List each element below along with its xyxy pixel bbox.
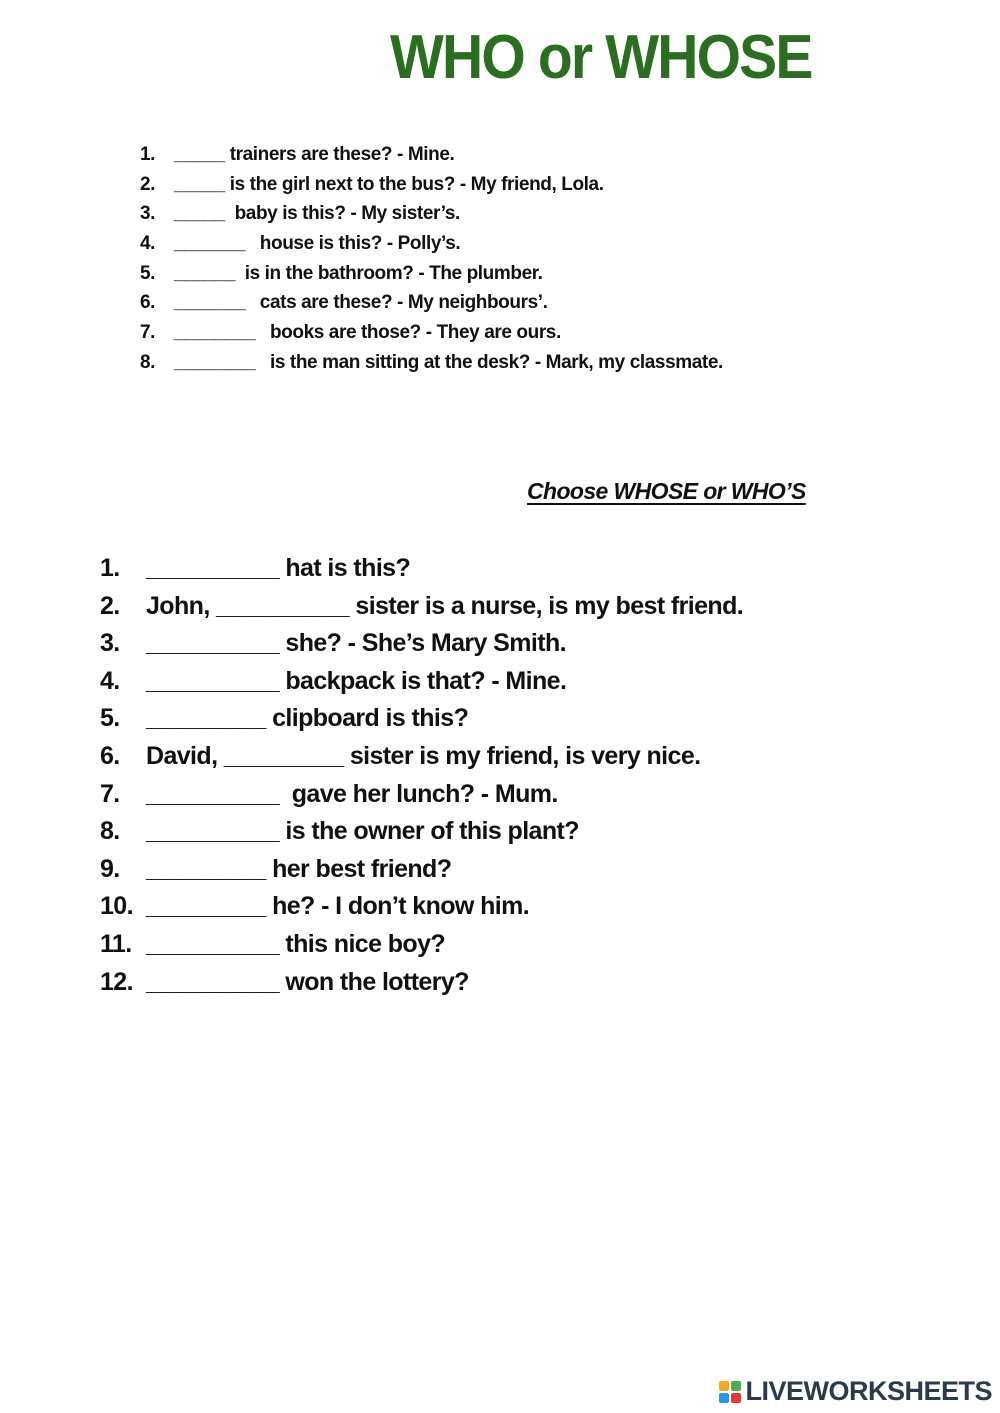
exercise2-item (100, 663, 743, 701)
exercise1-item (140, 170, 723, 200)
item-text: __________ this nice boy? (146, 929, 446, 958)
logo-square (719, 1393, 729, 1403)
item-number: 6. (140, 292, 156, 314)
item-text: __________ backpack is that? - Mine. (146, 666, 567, 695)
exercise2-item (100, 813, 743, 851)
item-number: 3. (140, 203, 156, 225)
item-number: 7. (100, 779, 120, 808)
item-text: _________ he? - I don’t know him. (146, 892, 530, 921)
item-number: 11. (100, 929, 132, 958)
item-number: 5. (100, 704, 120, 733)
exercise2-item (100, 888, 743, 926)
item-number: 7. (140, 322, 156, 344)
item-number: 3. (100, 629, 120, 658)
exercise2-item (100, 776, 743, 814)
exercise1-item (140, 318, 723, 348)
worksheet-title: WHO or WHOSE (390, 23, 812, 92)
item-text: ________ is the man sitting at the desk? - Mark, my classmate. (174, 351, 723, 373)
exercise1-item (140, 229, 723, 259)
item-text: __________ won the lottery? (146, 967, 469, 996)
item-text: _____ trainers are these? - Mine. (174, 144, 455, 165)
exercise2-item (100, 926, 743, 964)
exercise1-item (140, 140, 723, 170)
item-number: 8. (140, 351, 156, 373)
item-text: _____ baby is this? - My sister’s. (174, 203, 460, 225)
item-number: 4. (100, 666, 120, 695)
item-text: ________ books are those? - They are ours. (174, 322, 561, 344)
exercise2-item (100, 588, 743, 626)
item-text: David, _________ sister is my friend, is very nice. (146, 741, 701, 770)
exercise2-item (100, 964, 743, 1002)
item-text: John, __________ sister is a nurse, is my best friend. (146, 591, 744, 620)
item-text: _________ clipboard is this? (146, 704, 469, 733)
exercise1-list (140, 140, 723, 378)
item-number: 2. (100, 591, 120, 620)
exercise1-item (140, 348, 723, 378)
item-text: _______ house is this? - Polly’s. (174, 233, 461, 255)
logo-square (719, 1381, 729, 1391)
item-number: 8. (100, 817, 120, 846)
item-number: 5. (140, 262, 156, 284)
item-text: _____ is the girl next to the bus? - My friend, Lola. (174, 173, 604, 195)
exercise2-item (100, 738, 743, 776)
item-text: _________ her best friend? (146, 854, 452, 883)
logo-text: LIVEWORKSHEETS (745, 1376, 992, 1406)
logo-square (731, 1381, 741, 1391)
item-number: 1. (140, 144, 156, 165)
liveworksheets-logo[interactable] (719, 1376, 992, 1407)
item-text: __________ is the owner of this plant? (146, 817, 579, 846)
exercise2-list (100, 550, 743, 1001)
liveworksheets-logo-icon (719, 1381, 741, 1403)
item-number: 4. (140, 233, 156, 255)
item-text: __________ gave her lunch? - Mum. (146, 779, 558, 808)
item-text: __________ she? - She’s Mary Smith. (146, 629, 566, 658)
item-text: __________ hat is this? (146, 554, 411, 582)
exercise1-item (140, 259, 723, 289)
item-number: 9. (100, 854, 120, 883)
item-number: 2. (140, 173, 156, 195)
exercise2-item (100, 550, 743, 588)
exercise2-item (100, 700, 743, 738)
item-number: 6. (100, 741, 120, 770)
exercise1-item (140, 288, 723, 318)
exercise2-item (100, 851, 743, 889)
exercise2-item (100, 625, 743, 663)
item-number: 1. (100, 554, 120, 582)
logo-square (731, 1393, 741, 1403)
exercise2-heading: Choose WHOSE or WHO’S (527, 478, 806, 504)
exercise1-item (140, 199, 723, 229)
item-number: 12. (100, 967, 133, 996)
item-number: 10. (100, 892, 133, 921)
item-text: _______ cats are these? - My neighbours’. (174, 292, 548, 314)
item-text: ______ is in the bathroom? - The plumber. (174, 262, 543, 284)
